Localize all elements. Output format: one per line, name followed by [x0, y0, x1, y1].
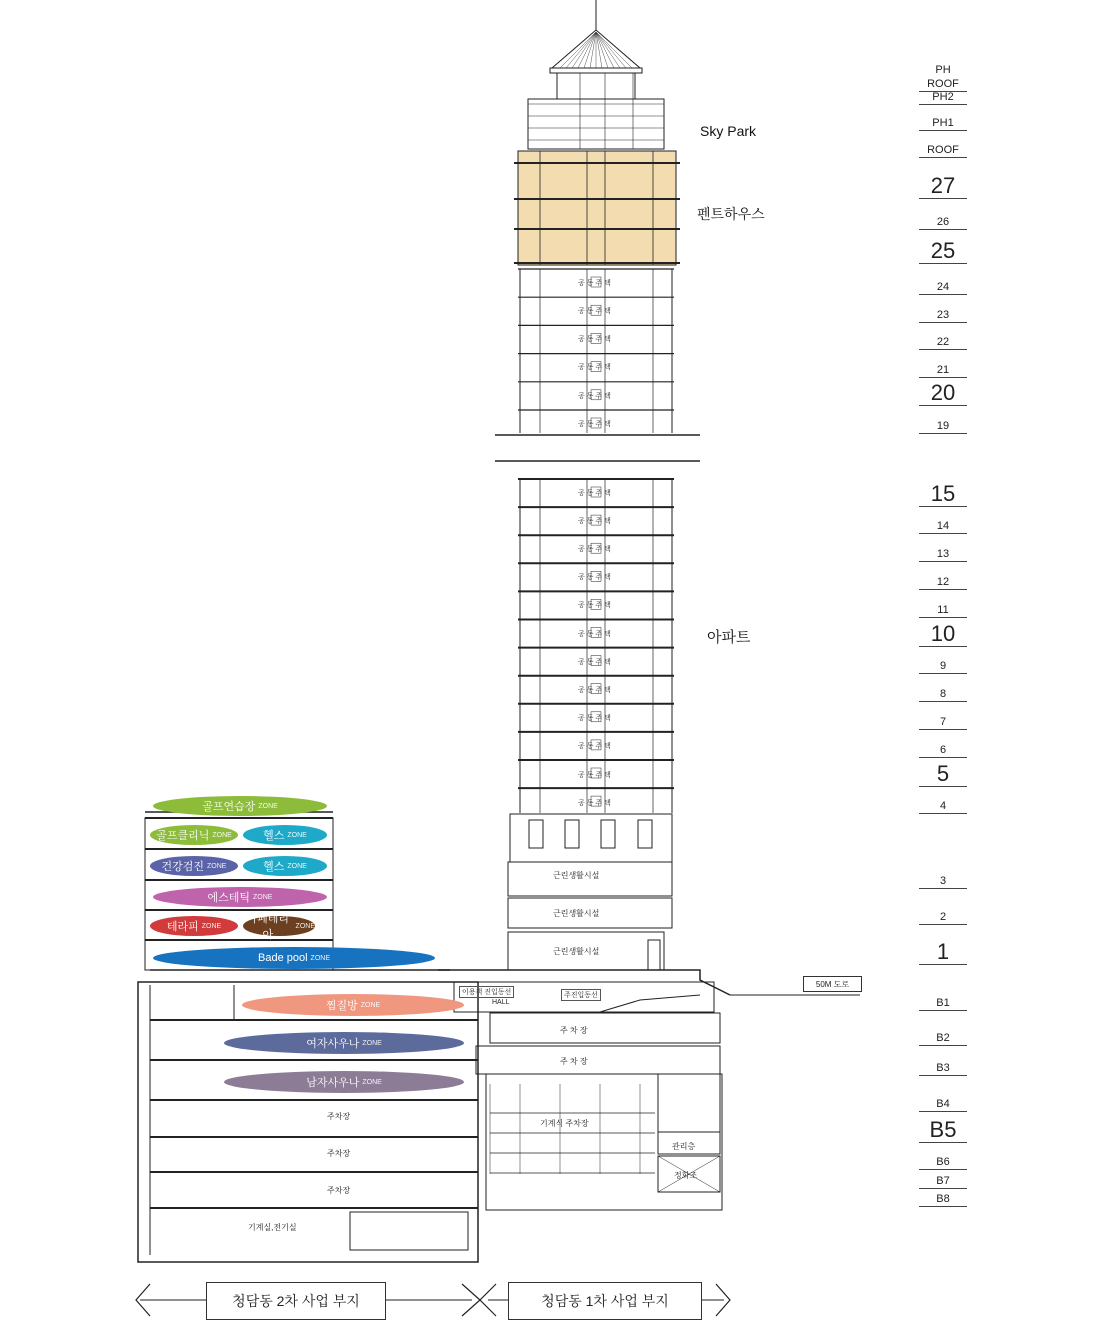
entrance-route-label: 이용객 진입동선 [459, 986, 514, 998]
floor-label: 24 [919, 280, 967, 295]
floor-label: 5 [919, 762, 967, 787]
floor-label: 3 [919, 874, 967, 889]
floor-label: B1 [919, 996, 967, 1011]
floor-label: 11 [919, 603, 967, 618]
transfer-pier [601, 820, 615, 848]
zone-golf-clinic: 골프클리닉 ZONE [150, 825, 238, 845]
apartment-unit-label: 공 동 주 택 [578, 490, 611, 497]
apartment-unit-label: 공 동 주 택 [578, 631, 611, 638]
mech-elec-room: 기계실,전기실 [248, 1223, 297, 1232]
floor-label: 27 [919, 174, 967, 199]
floor-label: 2 [919, 910, 967, 925]
apartment-unit-label: 공 동 주 택 [578, 743, 611, 750]
floor-label: B6 [919, 1155, 967, 1170]
floor-label: B3 [919, 1061, 967, 1076]
apartment-unit-label: 공 동 주 택 [578, 364, 611, 371]
parking-b3 [476, 1046, 720, 1074]
floor-label: PH ROOF [919, 63, 967, 92]
floor-label: 10 [919, 622, 967, 647]
zone-men-sauna: 남자사우나 ZONE [224, 1071, 464, 1093]
left-parking-2: 주차장 [327, 1149, 351, 1158]
floor-label: 13 [919, 547, 967, 562]
apartment-unit-label: 공 동 주 택 [578, 546, 611, 553]
apartment-unit-label: 공 동 주 택 [578, 772, 611, 779]
apartment-unit-label: 공 동 주 택 [578, 308, 611, 315]
zone-health-1: 헬스 ZONE [243, 825, 327, 845]
zone-cafeteria: 카페테리아 ZONE [243, 916, 315, 936]
apartment-unit-label: 공 동 주 택 [578, 574, 611, 581]
ph1-level [528, 99, 664, 149]
left-parking-1: 주차장 [327, 1112, 351, 1121]
floor-label: ROOF [919, 143, 967, 158]
management-floor: 관리층 [672, 1142, 696, 1151]
apartment-unit-label: 공 동 주 택 [578, 602, 611, 609]
floor-label: 9 [919, 659, 967, 674]
commercial-1f: 근린생활시설 [553, 947, 600, 956]
road-label: 50M 도로 [803, 976, 862, 992]
floor-label: 23 [919, 308, 967, 323]
commercial-3f: 근린생활시설 [553, 871, 600, 880]
apartment-unit-label: 공 동 주 택 [578, 421, 611, 428]
apartment-label: 아파트 [707, 629, 751, 646]
floor-label: 4 [919, 799, 967, 814]
floor-label: 20 [919, 381, 967, 406]
transfer-pier [529, 820, 543, 848]
floor-label: PH2 [919, 90, 967, 105]
floor-label: B8 [919, 1192, 967, 1207]
floor-label: 26 [919, 215, 967, 230]
apartment-unit-label: 공 동 주 택 [578, 687, 611, 694]
floor-label: B4 [919, 1097, 967, 1112]
left-parking-3: 주차장 [327, 1186, 351, 1195]
roof-eave [550, 68, 642, 73]
apartment-unit-label: 공 동 주 택 [578, 800, 611, 807]
penthouse-block [518, 151, 676, 265]
podium-parking-2: 주 차 장 [560, 1057, 588, 1066]
apartment-unit-label: 공 동 주 택 [578, 659, 611, 666]
podium-stair [648, 940, 660, 970]
floor-label: 19 [919, 419, 967, 434]
transfer-pier [638, 820, 652, 848]
site-1-label: 청담동 1차 사업 부지 [508, 1282, 702, 1320]
apartment-unit-label: 공 동 주 택 [578, 336, 611, 343]
floor-label: 7 [919, 715, 967, 730]
floor-label: 8 [919, 687, 967, 702]
wellness-basement [138, 982, 478, 1262]
floor-label: 1 [919, 940, 967, 965]
sky-park-label: Sky Park [700, 123, 757, 139]
transfer-floor [510, 814, 672, 862]
penthouse-label: 펜트하우스 [697, 206, 765, 222]
site-2-label: 청담동 2차 사업 부지 [206, 1282, 386, 1320]
basement-room [350, 1212, 468, 1250]
zone-therapy: 테라피 ZONE [150, 916, 238, 936]
zone-checkup: 건강검진 ZONE [150, 856, 238, 876]
floor-label: 6 [919, 743, 967, 758]
floor-label: 14 [919, 519, 967, 534]
floor-label: B5 [919, 1118, 967, 1143]
apartment-unit-label: 공 동 주 택 [578, 715, 611, 722]
septic-tank: 정화조 [674, 1171, 698, 1180]
transfer-pier [565, 820, 579, 848]
commercial-2f: 근린생활시설 [553, 909, 600, 918]
floor-label: PH1 [919, 116, 967, 131]
ramp [600, 995, 700, 1012]
parking-b2 [490, 1013, 720, 1043]
apartment-unit-label: 공 동 주 택 [578, 393, 611, 400]
zone-bade-pool: Bade pool ZONE [153, 947, 435, 969]
zone-esthetic: 에스테틱 ZONE [153, 887, 327, 907]
zone-women-sauna: 여자사우나 ZONE [224, 1032, 464, 1054]
floor-label: 25 [919, 239, 967, 264]
podium-parking-1: 주 차 장 [560, 1026, 588, 1035]
mechanical-parking: 기계식 주차장 [540, 1119, 589, 1128]
zone-golf-range: 골프연습장 ZONE [153, 796, 327, 816]
zone-health-2: 헬스 ZONE [243, 856, 327, 876]
ph2-level [557, 73, 635, 99]
floor-label: 22 [919, 335, 967, 350]
zone-jjimjil: 찜질방 ZONE [242, 994, 464, 1016]
mech-room [658, 1074, 720, 1132]
floor-label: 15 [919, 482, 967, 507]
podium [438, 862, 860, 1210]
floor-label: B2 [919, 1031, 967, 1046]
floor-label: 12 [919, 575, 967, 590]
main-entrance-label: 주진입동선 [561, 989, 601, 1001]
tower [495, 0, 700, 862]
apartment-unit-label: 공 동 주 택 [578, 518, 611, 525]
apartment-unit-label: 공 동 주 택 [578, 280, 611, 287]
floor-label: 21 [919, 363, 967, 378]
hall-label: HALL [492, 999, 510, 1006]
floor-label: B7 [919, 1174, 967, 1189]
